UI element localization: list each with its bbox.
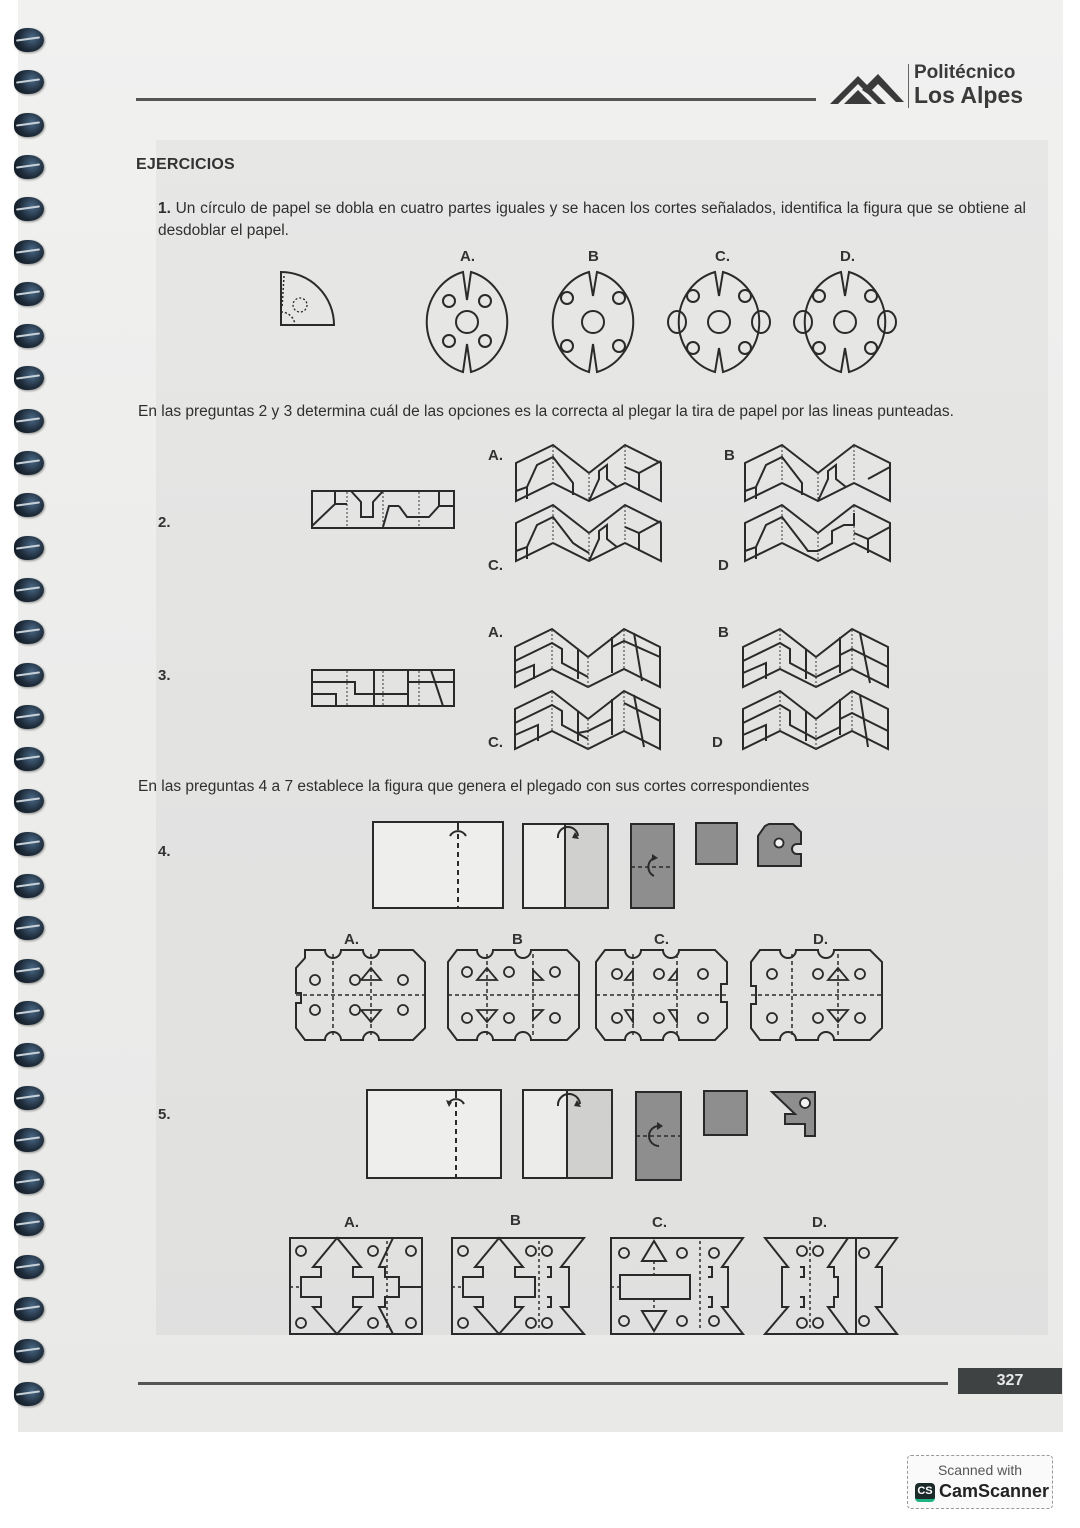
spiral-ring [14,155,44,179]
logo-line-1: Politécnico [914,62,1016,83]
institution-logo [828,62,1038,112]
q3-option-b-figure[interactable] [742,627,888,689]
instructions-q2-q3: En las preguntas 2 y 3 determina cuál de las opciones es la correcta al plegar la tira de papel por las lineas punteadas. [138,403,954,420]
q3-option-a-label: A. [488,624,503,641]
question-4-number: 4. [158,843,171,860]
spiral-ring [14,1339,44,1363]
page-number: 327 [958,1368,1062,1394]
q2-option-d-figure[interactable] [744,503,890,563]
spiral-ring [14,1297,44,1321]
q2-option-b-label: B [724,447,735,464]
question-2-number: 2. [158,514,171,531]
spiral-ring [14,493,44,517]
spiral-binding [14,28,48,1428]
q1-option-b-label: B [588,248,599,265]
spiral-ring [14,1170,44,1194]
spiral-ring [14,916,44,940]
q1-option-b-figure[interactable] [541,268,646,376]
q4-option-d-figure[interactable] [750,948,884,1042]
camscanner-name: CamScanner [939,1481,1050,1501]
q3-option-c-figure[interactable] [514,689,660,751]
question-1-number: 1. [158,200,171,217]
q3-option-d-label: D [712,734,723,751]
q4-option-d-label: D. [813,931,828,948]
header-rule [136,98,816,101]
q2-option-d-label: D [718,557,729,574]
q5-option-d-label: D. [812,1214,827,1231]
logo-divider [908,64,909,108]
spiral-ring [14,578,44,602]
q1-option-d-label: D. [840,248,855,265]
spiral-ring [14,705,44,729]
q5-step5-cut-shape [771,1090,817,1138]
section-title: EJERCICIOS [136,156,235,173]
q4-option-c-figure[interactable] [595,948,729,1042]
q5-option-a-label: A. [344,1214,359,1231]
instructions-q4-q7: En las preguntas 4 a 7 establece la figura que genera el plegado con sus cortes correspondientes [138,778,810,795]
question-3-number: 3. [158,667,171,684]
folded-quarter-circle-figure [278,268,338,328]
q2-paper-strip-figure [311,490,455,530]
q3-option-d-figure[interactable] [742,689,888,751]
spiral-ring [14,620,44,644]
scanned-with-label: Scanned with [937,1462,1023,1478]
q1-option-d-figure[interactable] [793,268,898,376]
q3-option-a-figure[interactable] [514,627,660,689]
q5-step3-folded-strip [635,1090,683,1182]
footer-rule [138,1382,948,1385]
q4-step5-cut-shape [757,822,803,868]
spiral-ring [14,536,44,560]
q4-option-a-label: A. [344,931,359,948]
spiral-ring [14,1212,44,1236]
q5-option-c-figure[interactable] [610,1237,744,1335]
spiral-ring [14,1128,44,1152]
q1-option-c-figure[interactable] [667,268,772,376]
spiral-ring [14,240,44,264]
q4-step2-folded-paper [522,822,610,910]
q3-option-c-label: C. [488,734,503,751]
q5-step1-unfolded-paper [366,1088,502,1180]
q4-option-b-label: B [512,931,523,948]
q4-option-a-figure[interactable] [295,948,427,1042]
spiral-ring [14,1043,44,1067]
camscanner-logo-icon: CS [915,1483,935,1502]
camscanner-badge [907,1455,1053,1509]
q4-option-b-figure[interactable] [447,948,581,1042]
q5-option-c-label: C. [652,1214,667,1231]
q1-option-a-label: A. [460,248,475,265]
spiral-ring [14,1086,44,1110]
spiral-ring [14,366,44,390]
q5-option-d-figure[interactable] [764,1237,898,1335]
q4-step4-folded-square [695,822,739,866]
q1-option-c-label: C. [715,248,730,265]
spiral-ring [14,1382,44,1406]
spiral-ring [14,1255,44,1279]
spiral-ring [14,874,44,898]
spiral-ring [14,70,44,94]
q3-paper-strip-figure [311,669,455,707]
spiral-ring [14,663,44,687]
logo-text [914,62,1023,106]
spiral-ring [14,1001,44,1025]
spiral-ring [14,282,44,306]
spiral-ring [14,959,44,983]
q5-step4-folded-square [703,1090,749,1136]
q4-step1-unfolded-paper [372,820,504,910]
q5-option-b-label: B [510,1212,521,1229]
question-5-number: 5. [158,1106,171,1123]
q5-option-b-figure[interactable] [451,1237,585,1335]
mountain-logo-icon [828,68,906,108]
spiral-ring [14,28,44,52]
q4-option-c-label: C. [654,931,669,948]
question-1-prompt: Un círculo de papel se dobla en cuatro partes iguales y se hacen los cortes señalados, identifica la figura que se obtiene al desdoblar el papel. [158,200,1026,239]
q3-option-b-label: B [718,624,729,641]
q2-option-c-figure[interactable] [515,503,661,563]
spiral-ring [14,789,44,813]
spiral-ring [14,747,44,771]
q2-option-c-label: C. [488,557,503,574]
q5-step2-folded-paper [522,1088,614,1180]
q4-step3-folded-strip [630,822,676,910]
spiral-ring [14,451,44,475]
spiral-ring [14,832,44,856]
q2-option-b-figure[interactable] [744,443,890,503]
q1-option-a-figure[interactable] [415,268,520,376]
spiral-ring [14,324,44,348]
question-1-text [158,198,1026,242]
spiral-ring [14,409,44,433]
q5-option-a-figure[interactable] [289,1237,423,1335]
q2-option-a-figure[interactable] [515,443,661,503]
spiral-ring [14,113,44,137]
spiral-ring [14,197,44,221]
logo-line-2: Los Alpes [914,82,1024,108]
q2-option-a-label: A. [488,447,503,464]
